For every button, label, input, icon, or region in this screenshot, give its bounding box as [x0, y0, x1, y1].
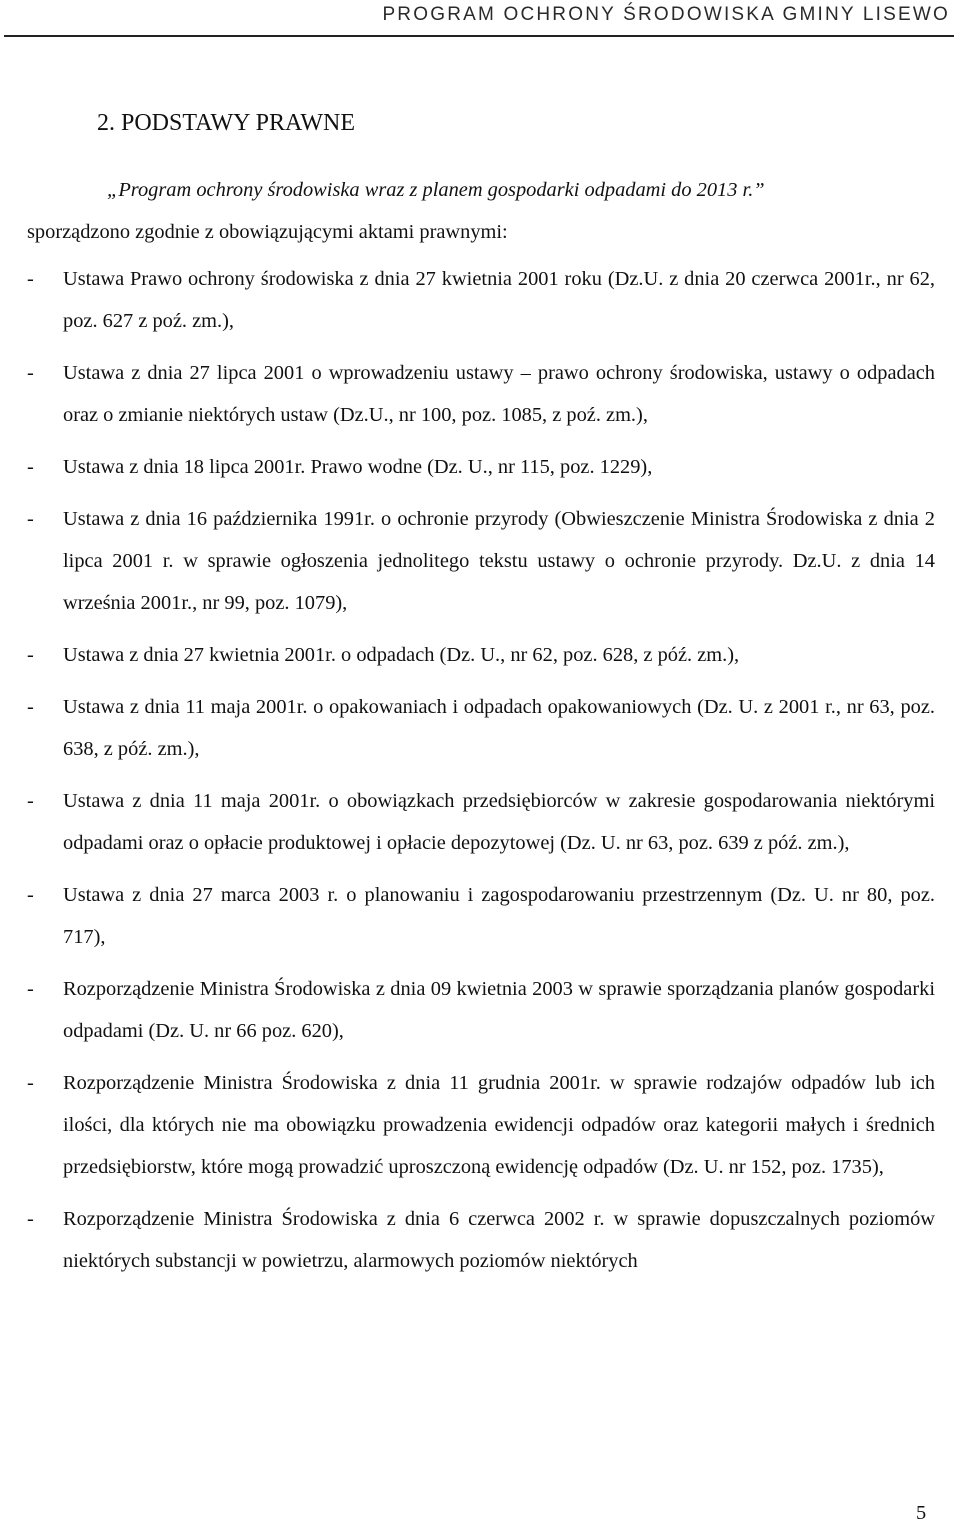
list-item: - Ustawa z dnia 11 maja 2001r. o opakowaniach i odpadach opakowaniowych (Dz. U. z 2001 r., nr 63, poz. 638, z póź. zm.), — [27, 686, 935, 770]
list-item: - Rozporządzenie Ministra Środowiska z dnia 6 czerwca 2002 r. w sprawie dopuszczalnych poziomów niektórych substancji w powietrzu, alarmowych poziomów niektórych — [27, 1198, 935, 1282]
list-item: - Ustawa z dnia 18 lipca 2001r. Prawo wodne (Dz. U., nr 115, poz. 1229), — [27, 446, 935, 488]
intro-text: sporządzono zgodnie z obowiązującymi aktami prawnymi: — [27, 221, 508, 243]
header-divider — [4, 35, 954, 37]
list-item: - Rozporządzenie Ministra Środowiska z dnia 09 kwietnia 2003 w sprawie sporządzania planów gospodarki odpadami (Dz. U. nr 66 poz. 620), — [27, 968, 935, 1052]
legal-acts-list — [27, 258, 935, 1292]
list-item: - Ustawa z dnia 27 kwietnia 2001r. o odpadach (Dz. U., nr 62, poz. 628, z póź. zm.), — [27, 634, 935, 676]
intro-paragraph — [27, 169, 935, 253]
list-item: - Ustawa z dnia 27 lipca 2001 o wprowadzeniu ustawy – prawo ochrony środowiska, ustawy o odpadach oraz o zmianie niektórych ustaw (Dz.U., nr 100, poz. 1085, z poź. zm.), — [27, 352, 935, 436]
list-item: - Ustawa z dnia 16 października 1991r. o ochronie przyrody (Obwieszczenie Ministra Środowiska z dnia 2 lipca 2001 r. w sprawie ogłoszenia jednolitego tekstu ustawy o ochronie przyrody. Dz.U. z dnia 14 września 2001r., nr 99, poz. 1079), — [27, 498, 935, 624]
list-item: - Ustawa z dnia 11 maja 2001r. o obowiązkach przedsiębiorców w zakresie gospodarowania niektórymi odpadami oraz o opłacie produktowej i opłacie depozytowej (Dz. U. nr 63, poz. 639 z póź. zm.), — [27, 780, 935, 864]
page-number: 5 — [916, 1502, 927, 1524]
program-title: „Program ochrony środowiska wraz z planem gospodarki odpadami do 2013 r.” — [107, 179, 765, 201]
list-item: - Ustawa z dnia 27 marca 2003 r. o planowaniu i zagospodarowaniu przestrzennym (Dz. U. nr 80, poz. 717), — [27, 874, 935, 958]
section-title: 2. PODSTAWY PRAWNE — [97, 110, 356, 136]
list-item: - Ustawa Prawo ochrony środowiska z dnia 27 kwietnia 2001 roku (Dz.U. z dnia 20 czerwca 2001r., nr 62, poz. 627 z poź. zm.), — [27, 258, 935, 342]
running-header: PROGRAM OCHRONY ŚRODOWISKA GMINY LISEWO — [382, 4, 950, 25]
list-item: - Rozporządzenie Ministra Środowiska z dnia 11 grudnia 2001r. w sprawie rodzajów odpadów lub ich ilości, dla których nie ma obowiązku prowadzenia ewidencji odpadów oraz kategorii małych i średnich przedsiębiorstw, które mogą prowadzić uproszczoną ewidencję odpadów (Dz. U. nr 152, poz. 1735), — [27, 1062, 935, 1188]
